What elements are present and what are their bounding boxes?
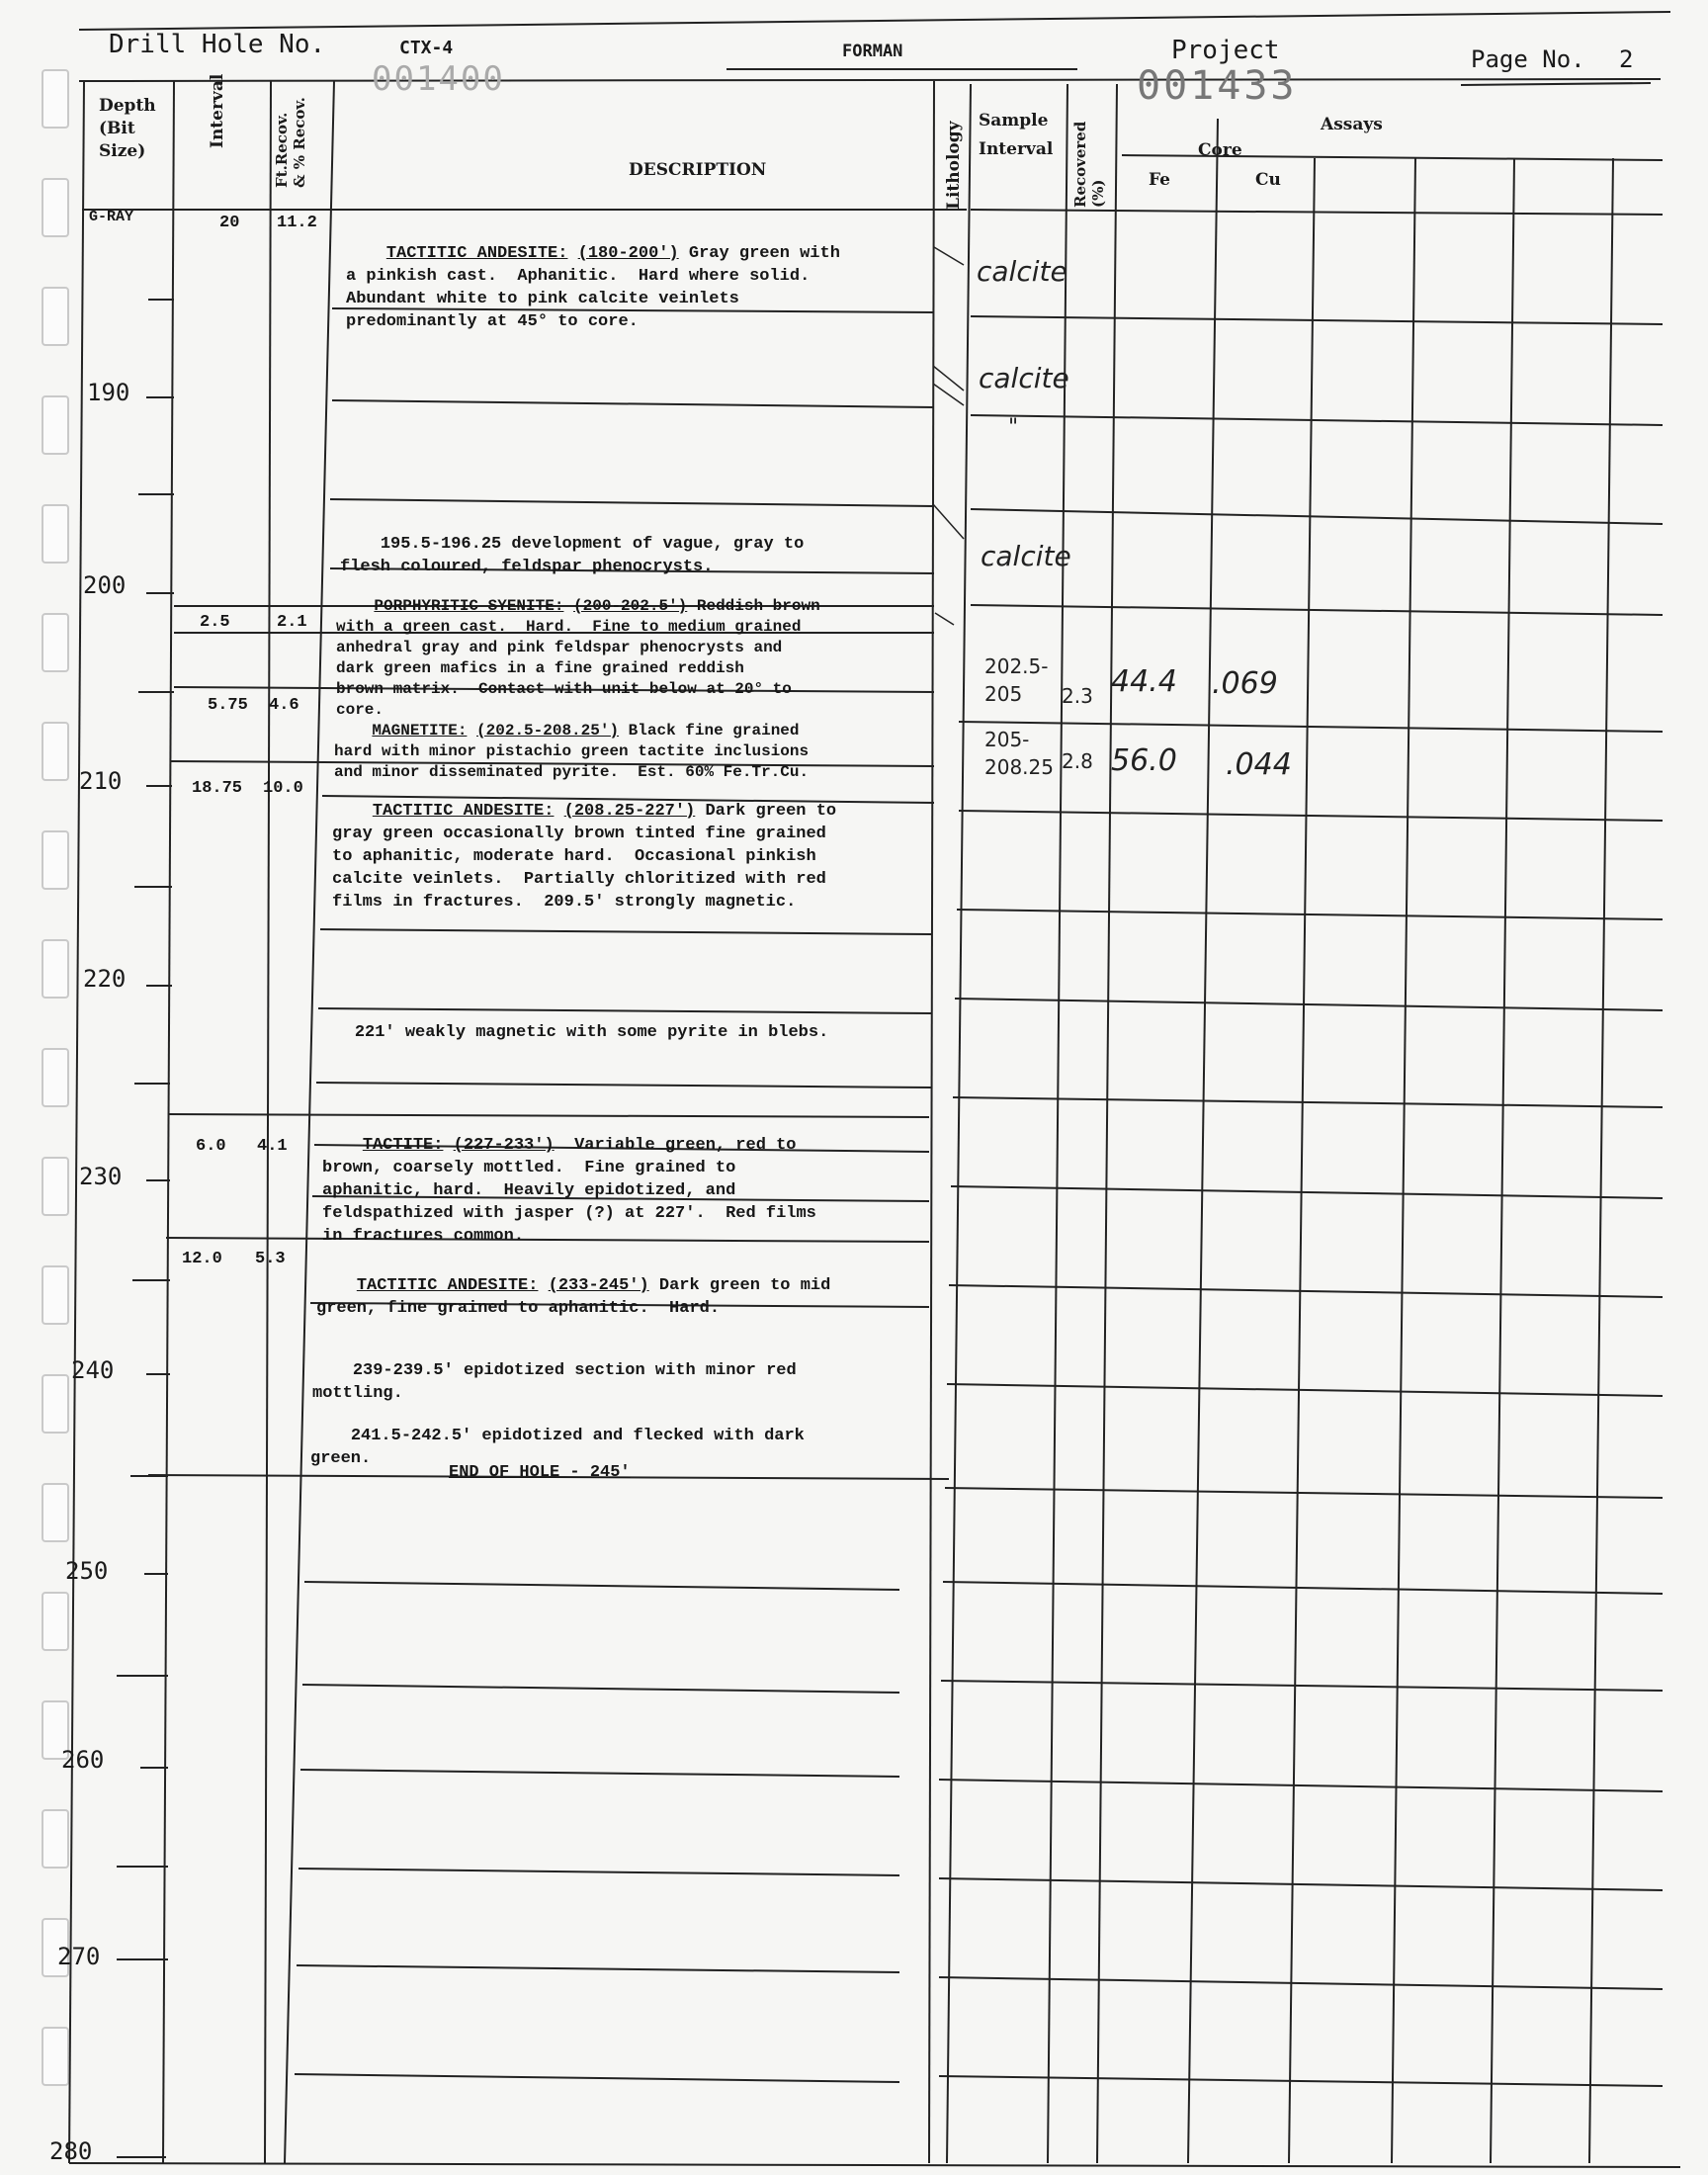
stamp-number: 001400 [372,59,505,99]
description-column-header: DESCRIPTION [629,160,767,180]
interval-value: 18.75 [192,779,243,798]
depth-label: 280 [49,2137,93,2165]
unit-range: (180-200') [577,244,679,263]
description-entry [322,1111,816,1270]
description-line: dark green mafics in a fine grained reddish [336,659,744,677]
lithology-note: calcite [977,255,1068,288]
depth-label: 260 [61,1746,105,1774]
end-of-hole: END OF HOLE - 245' [449,1463,631,1482]
project-number: 001433 [1137,63,1298,109]
sample-fe: 56.0 [1111,743,1177,778]
depth-label: 230 [79,1163,123,1190]
recovery-value: 4.6 [269,696,299,715]
recovery-value: 10.0 [263,779,303,798]
description-line: to aphanitic, moderate hard. Occasional pinkish [332,847,816,866]
sample-cu: .044 [1226,747,1292,782]
bit-size: G-RAY [89,209,134,225]
unit-heading: TACTITIC ANDESITE: [356,1276,539,1295]
depth-label: 200 [83,571,127,599]
depth-label: 250 [65,1557,109,1585]
description-line: brown, coarsely mottled. Fine grained to [322,1159,736,1177]
description-line: 239-239.5' epidotized section with minor red [352,1361,797,1380]
recovered-column-header: Recovered (%) [1071,121,1107,208]
description-line: Black fine grained [619,722,800,740]
unit-heading: TACTITE: [362,1136,444,1155]
interval-value: 5.75 [208,696,248,715]
lithology-note: " [1008,415,1019,440]
sample-recovered: 2.3 [1062,684,1093,708]
lithology-column-header: Lithology [944,121,964,210]
description-line: Dark green to mid [648,1276,831,1295]
description-line: Variable green, red to [554,1136,797,1155]
unit-heading: TACTITIC ANDESITE: [385,244,568,263]
drill-hole-label: Drill Hole No. [109,30,326,59]
description-line: Reddish brown [687,597,820,615]
depth-label: 270 [57,1943,101,1970]
description-line: flesh coloured, feldspar phenocrysts. [340,558,714,576]
unit-heading: PORPHYRITIC SYENITE: [374,597,564,615]
recovery-column-header: Ft.Recov. & % Recov. [273,97,308,188]
sample-interval: 202.5- 205 [984,654,1049,706]
interval-column-header: Interval [208,73,227,148]
sample-interval: 205- 208.25 [984,728,1054,779]
description-line: core. [336,701,384,719]
fe-header: Fe [1149,170,1170,190]
description-line: in fractures common. [322,1227,525,1246]
description-line: predominantly at 45° to core. [346,312,639,331]
interval-value: 2.5 [200,613,230,632]
sample-interval-header: Sample Interval [979,111,1054,159]
description-line: Gray green with [678,244,840,263]
sample-fe: 44.4 [1111,664,1177,699]
lithology-note: calcite [979,362,1069,394]
description-entry [346,219,840,356]
description-line: 221' weakly magnetic with some pyrite in blebs. [354,1023,829,1042]
depth-label: 190 [87,379,130,406]
description-line: anhedral gray and pink feldspar phenocrysts and [336,639,783,656]
project-label: Project [1171,36,1280,65]
description-line: 195.5-196.25 development of vague, gray to [380,535,805,554]
core-header: Core [1198,140,1242,160]
interval-value: 20 [219,214,240,232]
unit-heading: MAGNETITE: [372,722,468,740]
description-entry [316,1252,830,1343]
unit-range: (227-233') [453,1136,555,1155]
depth-label: 240 [71,1356,115,1384]
description-line: a pinkish cast. Aphanitic. Hard where solid. [346,267,811,286]
interval-value: 6.0 [196,1137,226,1156]
recovery-value: 5.3 [255,1250,286,1268]
unit-range: (200-202.5') [573,597,688,615]
page-number: 2 [1619,45,1634,73]
description-line: and minor disseminated pyrite. Est. 60% Fe.Tr.Cu. [334,763,810,781]
cu-header: Cu [1255,170,1281,190]
unit-range: (233-245') [548,1276,649,1295]
description-line: green, fine grained to aphanitic. Hard. [316,1299,721,1318]
sample-cu: .069 [1212,666,1278,701]
unit-range: (202.5-208.25') [476,722,620,740]
sample-recovered: 2.8 [1062,749,1093,773]
description-line: gray green occasionally brown tinted fine grained [332,825,826,843]
description-line: with a green cast. Hard. Fine to medium grained [336,618,802,636]
description-line: brown matrix. Contact with unit below at 20° to [336,680,792,698]
assays-header: Assays [1321,115,1383,134]
description-line: hard with minor pistachio green tactite inclusions [334,742,810,760]
description-line: 241.5-242.5' epidotized and flecked with dark [350,1427,805,1445]
description-line: aphanitic, hard. Heavily epidotized, and [322,1181,736,1200]
interval-value: 12.0 [182,1250,222,1268]
depth-label: 220 [83,965,127,993]
lithology-note: calcite [981,540,1071,572]
description-line: calcite veinlets. Partially chloritized with red [332,870,826,889]
drill-hole-value: CTX-4 [399,38,454,58]
unit-heading: TACTITIC ANDESITE: [372,802,555,821]
description-line: green. [310,1449,372,1468]
recovery-value: 11.2 [277,214,317,232]
description-line: Dark green to [695,802,837,821]
description-line: feldspathized with jasper (?) at 227'. Red films [322,1204,816,1223]
description-line: films in fractures. 209.5' strongly magnetic. [332,893,797,912]
description-entry [314,999,828,1067]
page-label: Page No. [1471,45,1585,73]
description-entry [332,777,836,936]
depth-column-header: Depth (Bit Size) [99,96,156,161]
logged-by: FORMAN [842,42,903,61]
description-line: Abundant white to pink calcite veinlets [346,290,739,308]
unit-range: (208.25-227') [563,802,696,821]
recovery-value: 2.1 [277,613,307,632]
depth-label: 210 [79,767,123,795]
recovery-value: 4.1 [257,1137,288,1156]
description-line: mottling. [312,1384,403,1403]
